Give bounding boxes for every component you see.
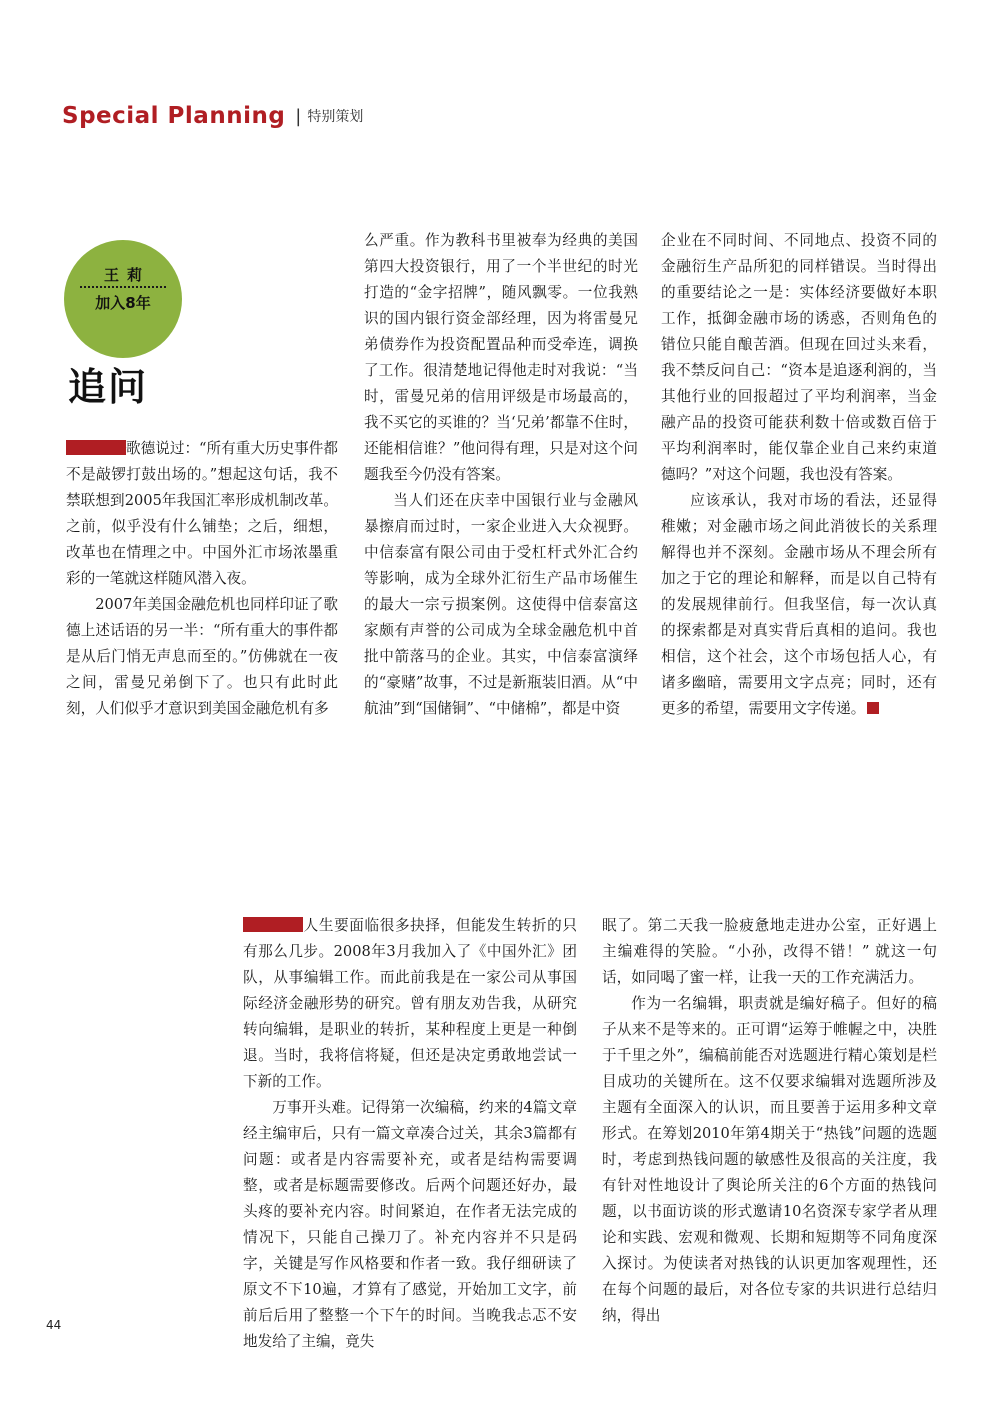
header-separator: |	[295, 105, 302, 127]
paragraph: 作为一名编辑，职责就是编好稿子。但好的稿子从来不是等来的。正可谓“运筹于帷幄之中，决胜于千里之外”，编稿前能否对选题进行精心策划是栏目成功的关键所在。这不仅要求编辑对选题所涉及主题有全面深入的认识，而且要善于运用多种文章形式。在筹划2010年第4期关于“热钱”问题的选题时，考虑到热钱问题的敏感性及很高的关注度，我有针对性地设计了舆论所关注的6个方面的热钱问题，以书面访谈的形式邀请10名资深专家学者从理论和实践、宏观和微观、长期和短期等不同角度深入探讨。为使读者对热钱的认识更加客观理性，还在每个问题的最后，对各位专家的共识进行总结归纳，得出	[602, 995, 937, 1324]
text-column-5	[602, 913, 937, 1329]
paragraph-text: 人生要面临很多抉择，但能发生转折的只有那么几步。2008年3月我加入了《中国外汇》团队，从事编辑工作。而此前我是在一家公司从事国际经济金融形势的研究。曾有朋友劝告我，从研究转向编辑，是职业的转折，某种程度上更是一种倒退。当时，我将信将疑，但还是决定勇敢地尝试一下新的工作。	[243, 917, 577, 1090]
paragraph: 眠了。第二天我一脸疲惫地走进办公室，正好遇上主编难得的笑脸。“小孙，改得不错！” 就这一句话，如同喝了蜜一样，让我一天的工作充满活力。	[602, 917, 937, 986]
page-number: 44	[46, 1318, 62, 1332]
text-column-2	[364, 228, 638, 722]
paragraph: 企业在不同时间、不同地点、投资不同的金融衍生产品所犯的同样错误。当时得出的重要结论之一是：实体经济要做好本职工作，抵御金融市场的诱惑，否则角色的错位只能自酿苦酒。但现在回过头来看，我不禁反问自己：“资本是追逐利润的，当其他行业的回报超过了平均利润率，当金融产品的投资可能获利数十倍或数百倍于平均利润率时，能仅靠企业自己来约束道德吗？”对这个问题，我也没有答案。	[661, 232, 937, 483]
paragraph	[66, 436, 338, 592]
paragraph	[243, 913, 577, 1095]
text-column-4	[243, 913, 577, 1355]
red-bar-marker	[66, 440, 126, 455]
red-bar-marker	[243, 917, 303, 932]
paragraph	[661, 488, 937, 722]
end-mark-icon	[867, 702, 879, 714]
paragraph-text: 应该承认，我对市场的看法，还显得稚嫩；对金融市场之间此消彼长的关系理解得也并不深刻。金融市场从不理会所有加之于它的理论和解释，而是以自己特有的发展规律前行。但我坚信，每一次认真的探索都是对真实背后真相的追问。我也相信，这个社会，这个市场包括人心，有诸多幽暗，需要用文字点亮；同时，还有更多的希望，需要用文字传递。	[661, 492, 937, 717]
author-tenure: 加入8年	[95, 294, 151, 312]
brand-title: Special Planning	[62, 103, 286, 129]
text-column-3	[661, 228, 937, 722]
article-title: 追问	[68, 365, 149, 409]
paragraph: 当人们还在庆幸中国银行业与金融风暴擦肩而过时，一家企业进入大众视野。中信泰富有限公司由于受杠杆式外汇合约等影响，成为全球外汇衍生产品市场催生的最大一宗亏损案例。这使得中信泰富这家颇有声誉的公司成为全球金融危机中首批中箭落马的企业。其实，中信泰富演绎的“豪赌”故事，不过是新瓶装旧酒。从“中航油”到“国储铜”、“中储棉”，都是中资	[364, 492, 638, 717]
section-label: 特别策划	[307, 109, 364, 125]
paragraph-text: 歌德说过：“所有重大历史事件都不是敲锣打鼓出场的。”想起这句话，我不禁联想到2005年我国汇率形成机制改革。之前，似乎没有什么铺垫；之后，细想，改革也在情理之中。中国外汇市场浓墨重彩的一笔就这样随风潜入夜。	[66, 440, 338, 587]
paragraph: 万事开头难。记得第一次编稿，约来的4篇文章经主编审后，只有一篇文章凑合过关，其余3篇都有问题：或者是内容需要补充，或者是结构需要调整，或者是标题需要修改。后两个问题还好办，最头疼的要补充内容。时间紧迫，在作者无法完成的情况下，只能自己操刀了。补充内容并不只是码字，关键是写作风格要和作者一致。我仔细研读了原文不下10遍，才算有了感觉，开始加工文字，前前后后用了整整一个下午的时间。当晚我忐忑不安地发给了主编，竟失	[243, 1099, 577, 1350]
text-column-1	[66, 436, 338, 722]
paragraph: 2007年美国金融危机也同样印证了歌德上述话语的另一半：“所有重大的事件都是从后门悄无声息而至的。”仿佛就在一夜之间，雷曼兄弟倒下了。也只有此时此刻，人们似乎才意识到美国金融危机有多	[66, 596, 338, 717]
badge-dotted-divider	[80, 286, 166, 288]
paragraph: 么严重。作为教科书里被奉为经典的美国第四大投资银行，用了一个半世纪的时光打造的“金字招牌”，随风飘零。一位我熟识的国内银行资金部经理，因为将雷曼兄弟债券作为投资配置品种而受牵连，调换了工作。很清楚地记得他走时对我说：“当时，雷曼兄弟的信用评级是市场最高的，我不买它的买谁的？当‘兄弟’都靠不住时，还能相信谁？”他问得有理，只是对这个问题我至今仍没有答案。	[364, 232, 638, 483]
author-badge	[64, 240, 182, 358]
author-name: 王莉	[103, 266, 150, 284]
header	[62, 98, 363, 134]
